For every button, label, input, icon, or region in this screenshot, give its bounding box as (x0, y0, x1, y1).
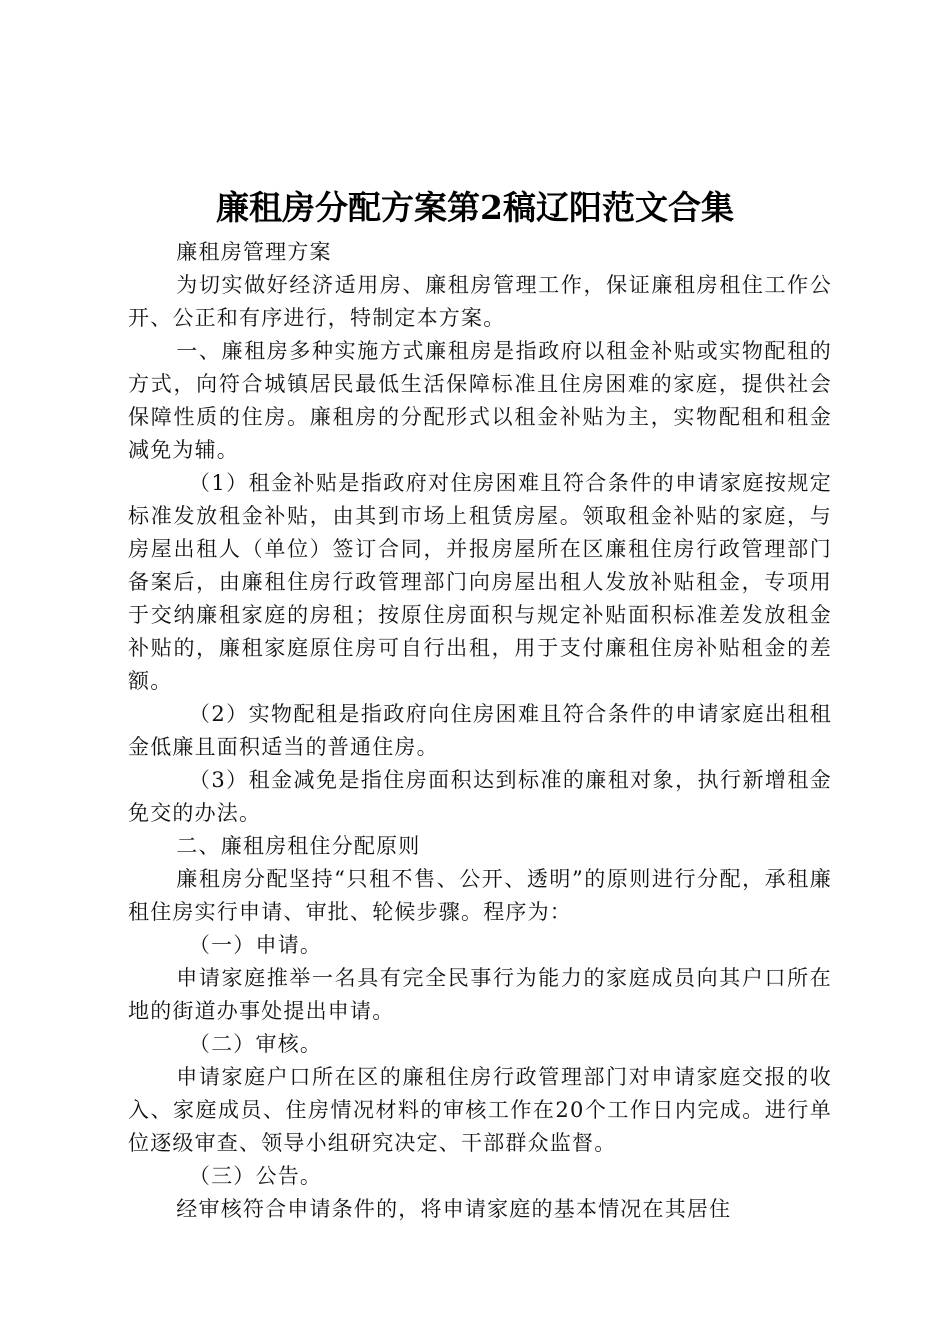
paragraph-item-2: （2）实物配租是指政府向住房困难且符合条件的申请家庭出租租金低廉且面积适当的普通住房。 (128, 702, 832, 759)
paragraph-intro: 为切实做好经济适用房、廉租房管理工作，保证廉租房租住工作公开、公正和有序进行，特制定本方案。 (128, 273, 832, 330)
paragraph-subtitle: 廉租房管理方案 (176, 240, 332, 264)
paragraph-step-review: 申请家庭户口所在区的廉租住房行政管理部门对申请家庭交报的收入、家庭成员、住房情况材料的审核工作在20个工作日内完成。进行单位逐级审查、领导小组研究决定、干部群众监督。 (128, 1065, 832, 1155)
paragraph-principle: 廉租房分配坚持“只租不售、公开、透明”的原则进行分配，承租廉租住房实行申请、审批、轮候步骤。程序为： (128, 867, 832, 924)
paragraph-item-3: （3）租金减免是指住房面积达到标准的廉租对象，执行新增租金免交的办法。 (128, 768, 832, 825)
paragraph-step-review-heading: （二）审核。 (188, 1032, 323, 1056)
paragraph-step-announce: 经审核符合申请条件的，将申请家庭的基本情况在其居住 (176, 1197, 732, 1221)
paragraph-section-two: 二、廉租房租住分配原则 (176, 834, 421, 858)
paragraph-step-apply: 申请家庭推举一名具有完全民事行为能力的家庭成员向其户口所在地的街道办事处提出申请。 (128, 966, 832, 1023)
paragraph-step-announce-heading: （三）公告。 (188, 1164, 323, 1188)
paragraph-section-one: 一、廉租房多种实施方式廉租房是指政府以租金补贴或实物配租的方式，向符合城镇居民最低生活保障标准且住房困难的家庭，提供社会保障性质的住房。廉租房的分配形式以租金补贴为主，实物配租和租金减免为辅。 (128, 339, 832, 462)
paragraph-item-1: （1）租金补贴是指政府对住房困难且符合条件的申请家庭按规定标准发放租金补贴，由其到市场上租赁房屋。领取租金补贴的家庭，与房屋出租人（单位）签订合同，并报房屋所在区廉租住房行政管理部门备案后，由廉租住房行政管理部门向房屋出租人发放补贴租金，专项用于交纳廉租家庭的房租；按原住房面积与规定补贴面积标准差发放租金补贴的，廉租家庭原住房可自行出租，用于支付廉租住房补贴租金的差额。 (128, 471, 832, 693)
paragraph-step-apply-heading: （一）申请。 (188, 933, 323, 957)
document-title: 廉租房分配方案第2稿辽阳范文合集 (216, 188, 734, 227)
document-body (128, 236, 832, 1226)
